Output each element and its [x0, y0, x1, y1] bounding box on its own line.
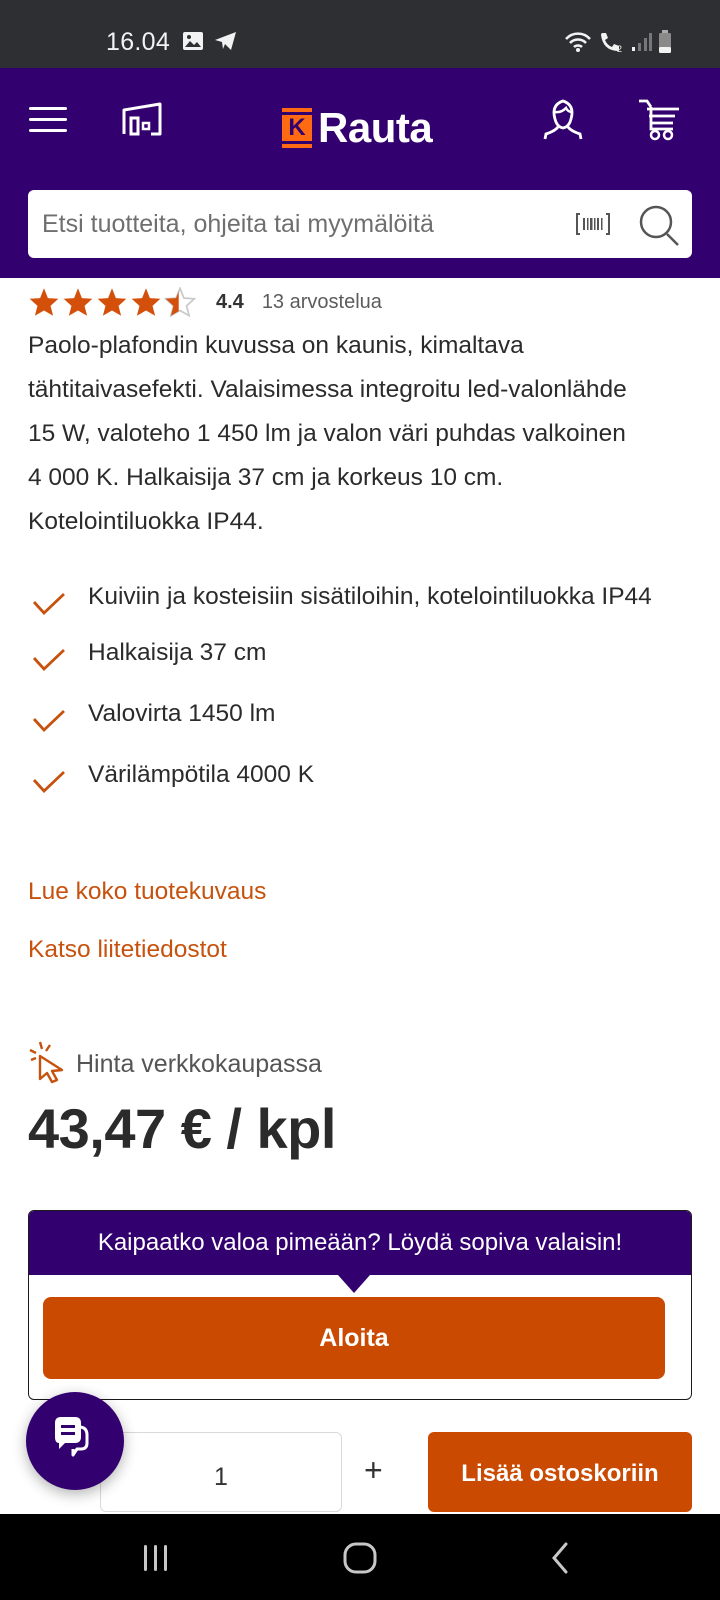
- search-input[interactable]: [42, 190, 562, 258]
- shopping-cart-icon[interactable]: [636, 96, 682, 142]
- checkmark-icon: [32, 590, 66, 627]
- checkmark-icon: [32, 768, 66, 805]
- start-button[interactable]: Aloita: [43, 1297, 665, 1379]
- star-partial-icon: [164, 287, 196, 317]
- checkmark-icon: [32, 646, 66, 683]
- feature-item: Kuiviin ja kosteisiin sisätiloihin, kotelointiluokka IP44: [28, 578, 698, 615]
- hamburger-menu-icon[interactable]: [28, 100, 68, 140]
- cursor-click-icon: [28, 1040, 68, 1089]
- status-time: 16.04: [106, 28, 171, 56]
- checkmark-icon: [32, 707, 66, 744]
- promo-pointer: [338, 1275, 370, 1293]
- search-bar: [28, 190, 692, 258]
- quantity-input[interactable]: [100, 1432, 342, 1512]
- barcode-scan-icon[interactable]: [576, 212, 610, 241]
- product-rating[interactable]: [28, 284, 382, 320]
- feature-list: [28, 578, 698, 793]
- product-price: 43,47 € / kpl: [28, 1097, 336, 1160]
- feature-item: Valovirta 1450 lm: [28, 695, 698, 732]
- star-filled-icon: [130, 287, 162, 317]
- add-to-cart-button[interactable]: Lisää ostoskoriin: [428, 1432, 692, 1512]
- telegram-icon: [214, 31, 238, 56]
- rating-score: 4.4: [216, 290, 244, 313]
- read-full-description-link[interactable]: Lue koko tuotekuvaus: [28, 878, 267, 905]
- krauta-logo[interactable]: [282, 104, 432, 152]
- back-icon[interactable]: [530, 1536, 590, 1580]
- signal-icon: [630, 31, 652, 58]
- star-filled-icon: [28, 287, 60, 317]
- store-icon[interactable]: [120, 98, 164, 138]
- status-bar: [0, 0, 720, 68]
- search-icon[interactable]: [638, 204, 682, 253]
- chat-bubbles-icon: [49, 1413, 101, 1470]
- k-logo-mark: K: [282, 108, 312, 148]
- increase-quantity-button[interactable]: +: [364, 1452, 383, 1488]
- user-account-icon[interactable]: [540, 96, 586, 142]
- logo-brand-text: Rauta: [318, 104, 433, 151]
- lighting-guide-promo: [28, 1210, 692, 1400]
- online-price-label: Hinta verkkokaupassa: [28, 1040, 322, 1089]
- site-header: [0, 68, 720, 278]
- home-icon[interactable]: [330, 1536, 390, 1580]
- review-count: 13 arvostelua: [261, 290, 382, 313]
- promo-heading: Kaipaatko valoa pimeään? Löydä sopiva valaisin!: [29, 1211, 691, 1275]
- gallery-icon: [182, 31, 204, 56]
- android-navigation-bar: [0, 1514, 720, 1600]
- product-description: Paolo-plafondin kuvussa on kaunis, kimaltava tähtitaivasefekti. Valaisimessa integroitu led-valonlähde 15 W, valoteho 1 450 lm ja valon väri puhdas valkoinen 4 000 K. Halkaisija 37 cm ja korkeus 10 cm. Kotelointiluokka IP44.: [28, 332, 627, 535]
- wifi-call-icon: [598, 31, 624, 58]
- recent-apps-icon[interactable]: [126, 1536, 186, 1580]
- svg-text:2: 2: [617, 44, 623, 53]
- star-filled-icon: [62, 287, 94, 317]
- rating-stars: [28, 287, 196, 317]
- wifi-icon: [564, 31, 592, 58]
- chat-button[interactable]: [26, 1392, 124, 1490]
- star-filled-icon: [96, 287, 128, 317]
- view-attachments-link[interactable]: Katso liitetiedostot: [28, 936, 227, 963]
- feature-item: Värilämpötila 4000 K: [28, 756, 698, 793]
- feature-item: Halkaisija 37 cm: [28, 634, 698, 671]
- battery-icon: [658, 30, 672, 59]
